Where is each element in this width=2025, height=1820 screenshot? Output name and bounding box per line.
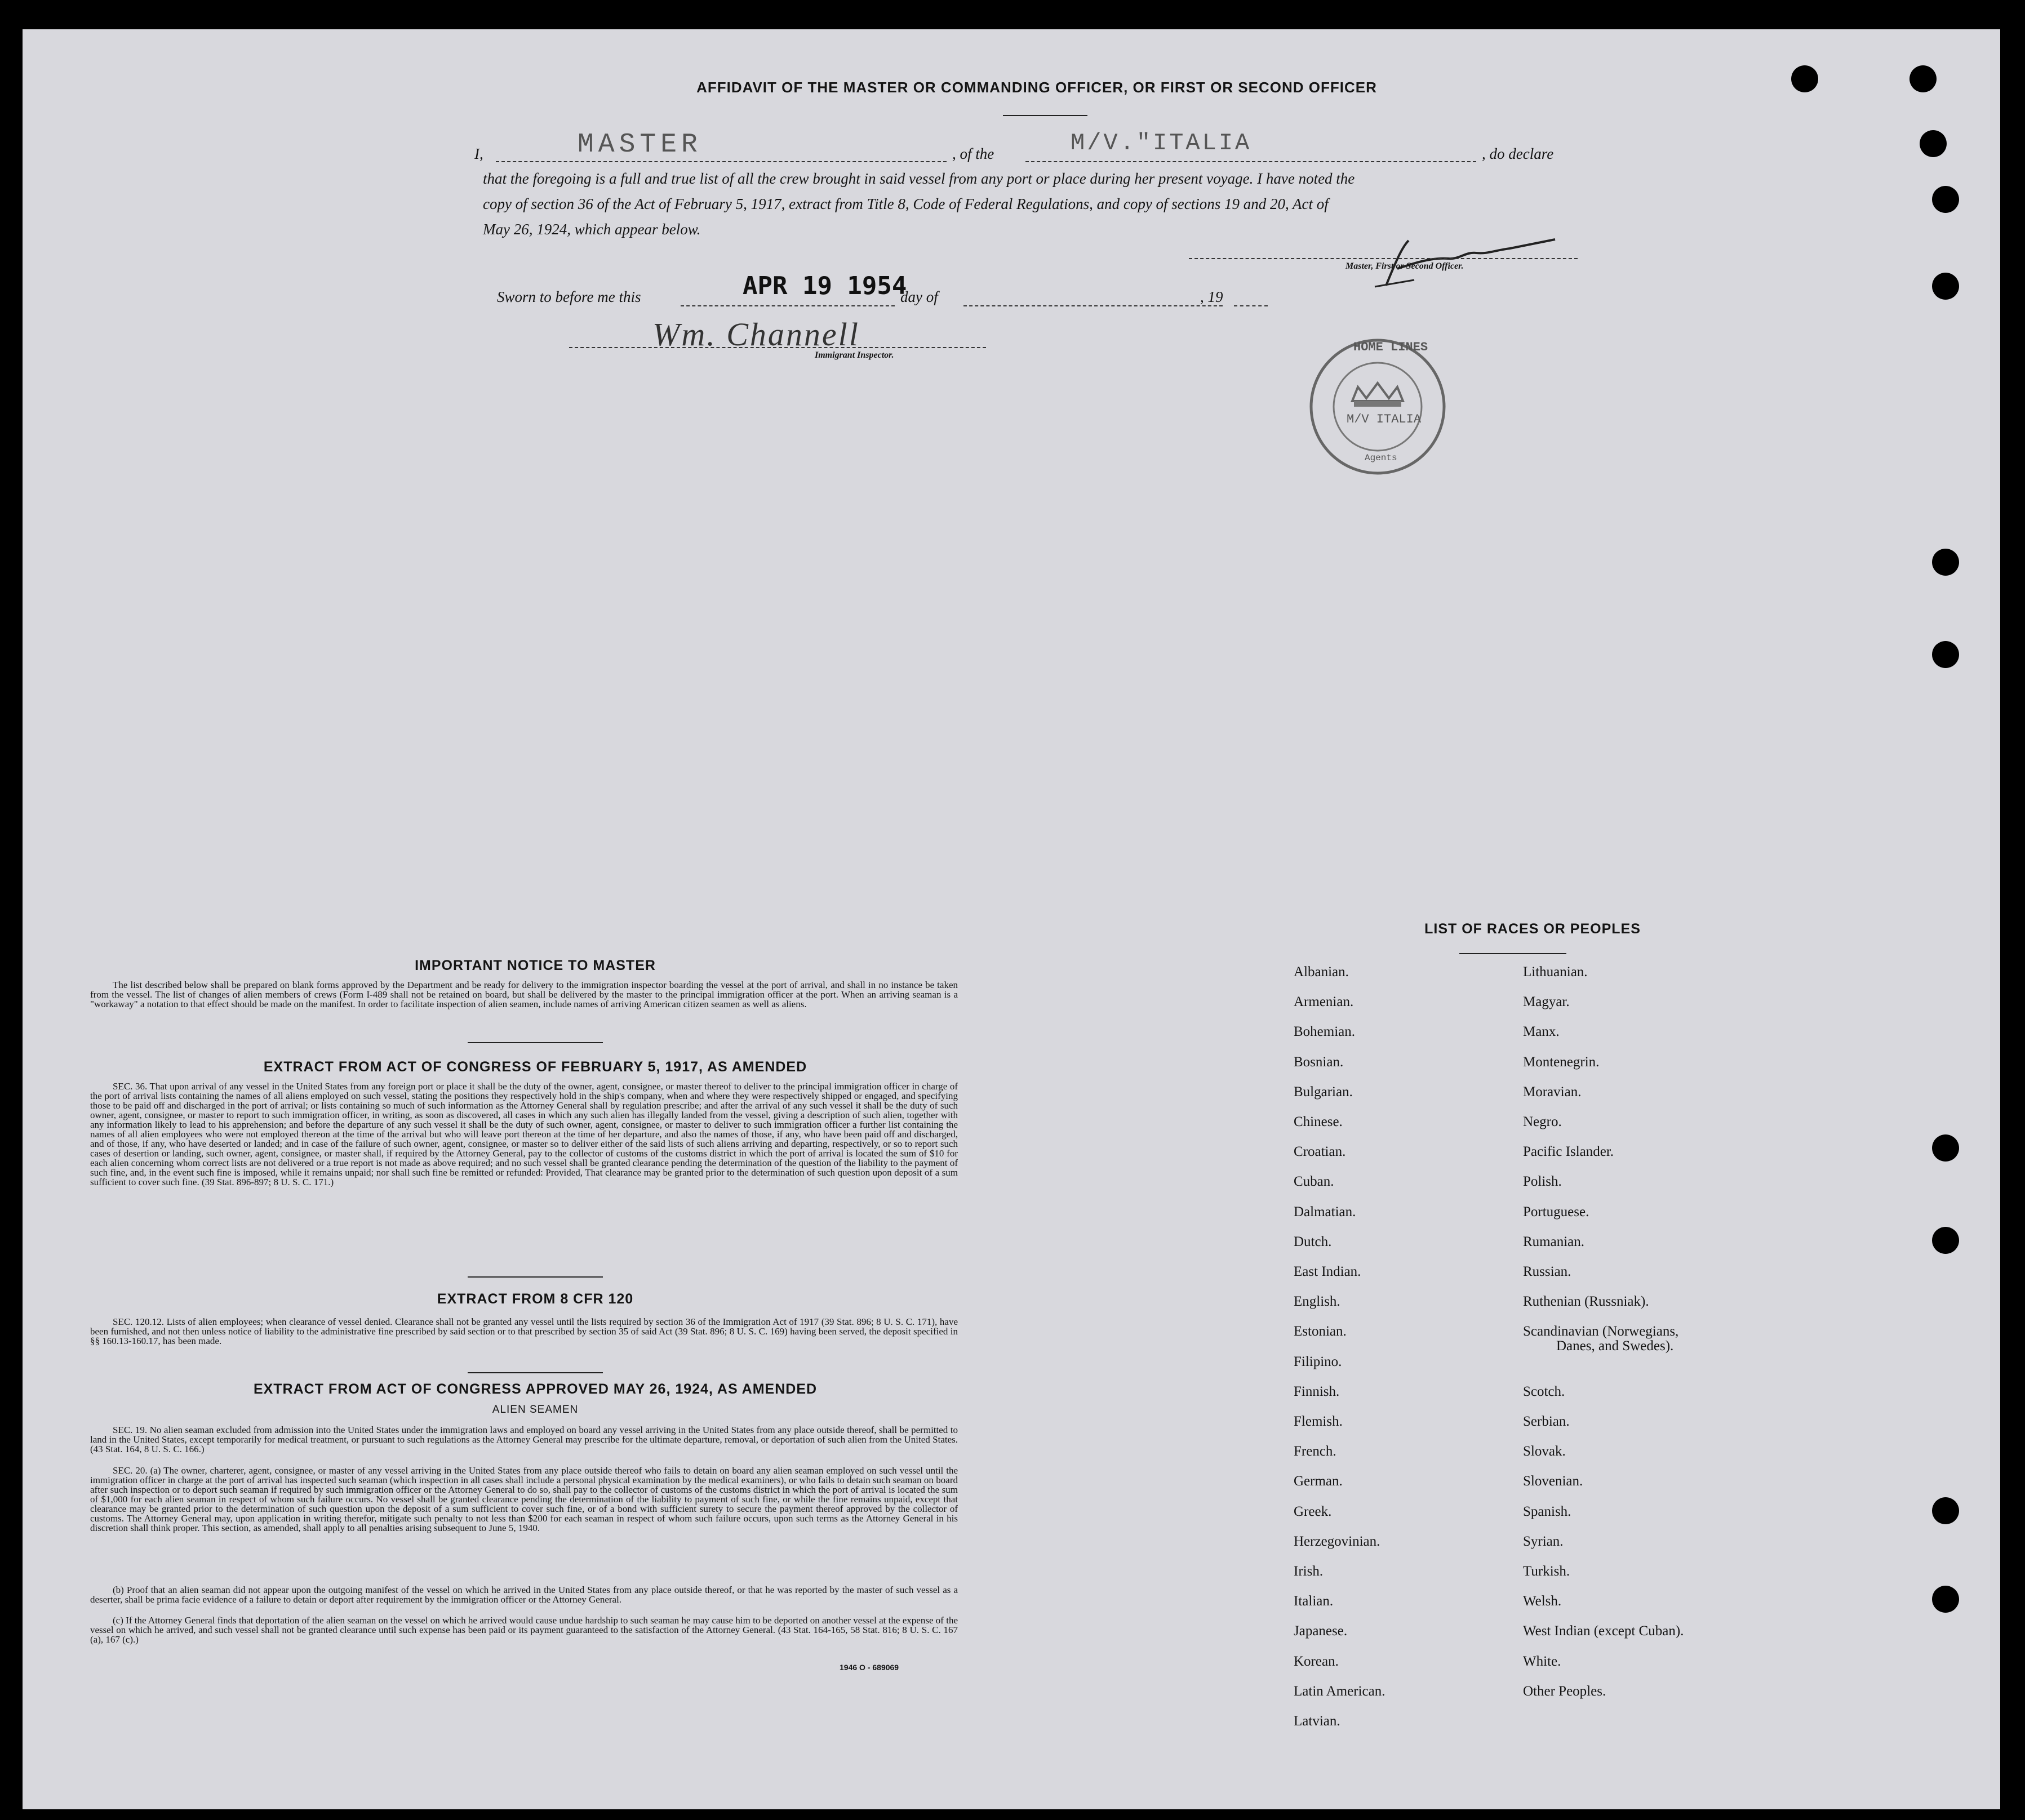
extract-1917-text: SEC. 36. That upon arrival of any vessel in the United States from any foreign port or place it shall be the duty of the owner, agent, consignee, or master thereof to deliver to the principal immigration officer in charge of the port of arrival lists containing the names of all aliens employed on such vessel, stating the positions they respectively hold in the ship's company, when and where they were respectively shipped or engaged, and specifying those to be paid off and discharged in the port of arrival; or lists containing so much of such information as the Attorney General shall by regulation prescribe; and after the arrival of any such vessel it shall be the duty of such owner, agent, consignee, or master to report to such immigration officer, in writing, as soon as discovered, all cases in which any such alien has illegally landed from the vessel, giving a description of such alien, together with any information likely to lead to his apprehension; and before the departure of any such vessel it shall be the duty of such owner, agent, consignee, or master to deliver to such immigration officer a further list containing the names of all alien employees who were not employed thereon at the time of the arrival but who will leave port thereon at the time of her departure, and also the names of those, if any, who have been paid off and discharged, and of those, if any, who have deserted or landed; and in case of the failure of such owner, agent, consignee, or master so to deliver either of the said lists of such aliens arriving and departing, respectively, or so to report such cases of desertion or landing, such owner, agent, consignee, or master shall, if required by the Attorney General, pay to the collector of customs of the customs district in which the port of arrival is located the sum of $10 for each alien concerning whom correct lists are not delivered or a true report is not made as above required; and no such vessel shall be granted clearance pending the determination of the question of the liability to the payment of such fine, and, in the event such fine is imposed, while it remains unpaid; nor shall such fine be remitted or refunded: Provided, That clearance may be granted prior to the determination of such question upon deposit of a sum sufficient to cover such fine. (39 Stat. 896-897; 8 U. S. C. 171.): [90, 1081, 958, 1187]
race-item: Serbian.: [1523, 1414, 1570, 1429]
punch-hole: [1932, 1227, 1959, 1254]
master-signature: [1364, 224, 1566, 297]
race-item: West Indian (except Cuban).: [1523, 1623, 1684, 1639]
race-item: Slovenian.: [1523, 1474, 1583, 1489]
punch-hole: [1932, 641, 1959, 668]
race-item: Danes, and Swedes).: [1556, 1338, 1674, 1354]
sworn-month-field: [963, 304, 1223, 306]
vessel-field: [1025, 160, 1476, 162]
punch-hole: [1932, 273, 1959, 300]
race-item: Bohemian.: [1294, 1024, 1356, 1040]
race-item: Polish.: [1523, 1174, 1562, 1190]
affidavit-body-line3: May 26, 1924, which appear below.: [483, 221, 701, 238]
sworn-day-field: [681, 304, 895, 306]
of-the-label: , of the: [952, 145, 994, 162]
signature-line: [1189, 257, 1578, 259]
section-divider: [468, 1372, 603, 1373]
notice-title: IMPORTANT NOTICE TO MASTER: [415, 958, 656, 973]
race-item: Bulgarian.: [1294, 1084, 1353, 1100]
notice-text: The list described below shall be prepared on blank forms approved by the Department and be ready for delivery to the immigration inspector boarding the vessel at the port of arrival, and shall in no instance be taken from the vessel. The list of changes of alien members of crews (Form I-489 shall not be retained on board, but shall be delivered by the master to the principal immigration officer at the port. When an arriving seaman is a "workaway" a notation to that effect should be made on the manifest. In order to facilitate inspection of alien seamen, include names of arriving American citizen seamen as well as aliens.: [90, 980, 958, 1009]
race-item: Dalmatian.: [1294, 1204, 1356, 1220]
sworn-date-stamp: APR 19 1954: [743, 272, 907, 300]
seal-inner-text: M/V ITALIA: [1347, 412, 1422, 426]
race-item: Japanese.: [1294, 1623, 1348, 1639]
do-declare-label: , do declare: [1482, 145, 1554, 162]
race-item: Lithuanian.: [1523, 964, 1588, 980]
race-item: Korean.: [1294, 1653, 1339, 1669]
race-item: Herzegovinian.: [1294, 1533, 1380, 1549]
signature-caption: Master, First or Second Officer.: [1345, 261, 1464, 271]
inspector-signature: Wm. Channell: [652, 316, 860, 353]
i-label: I,: [474, 145, 483, 162]
race-item: Filipino.: [1294, 1354, 1342, 1369]
punch-hole: [1791, 65, 1818, 92]
race-item: Pacific Islander.: [1523, 1144, 1614, 1160]
punch-hole: [1932, 1134, 1959, 1162]
extract-1924-sec19: SEC. 19. No alien seaman excluded from admission into the United States under the immigration laws and employed on board any vessel arriving in the United States from any place outside thereof, shall be permitted to land in the United States, except temporarily for medical treatment, or pursuant to such regulations as the Attorney General may prescribe for the ultimate departure, removal, or deportation of such alien from the United States. (43 Stat. 164, 8 U. S. C. 166.): [90, 1425, 958, 1454]
section-divider: [468, 1276, 603, 1278]
extract-cfr-text: SEC. 120.12. Lists of alien employees; when clearance of vessel denied. Clearance shall not be granted any vessel until the lists required by section 36 of the Immigration Act of 1917 (39 Stat. 896; 8 U. S. C. 171), have been furnished, and not then unless notice of liability to the administrative fine prescribed by said section or to that prescribed by section 35 of said Act (39 Stat. 896; 8 U. S. C. 169) having been served, the deposit specified in §§ 160.13-160.17, has been made.: [90, 1316, 958, 1346]
extract-1924-subtitle: ALIEN SEAMEN: [492, 1404, 579, 1416]
race-item: Scandinavian (Norwegians,: [1523, 1324, 1679, 1340]
title-rule: [1003, 115, 1087, 116]
race-item: East Indian.: [1294, 1264, 1361, 1279]
extract-1917-title: EXTRACT FROM ACT OF CONGRESS OF FEBRUARY 5, 1917, AS AMENDED: [263, 1059, 807, 1075]
race-item: Irish.: [1294, 1564, 1324, 1579]
race-item: Estonian.: [1294, 1324, 1347, 1340]
race-item: Slovak.: [1523, 1444, 1566, 1459]
race-item: Turkish.: [1523, 1564, 1570, 1579]
race-item: White.: [1523, 1653, 1561, 1669]
vessel-value: M/V."ITALIA: [1071, 130, 1252, 157]
race-item: French.: [1294, 1444, 1336, 1459]
extract-cfr-title: EXTRACT FROM 8 CFR 120: [437, 1291, 634, 1307]
punch-hole: [1932, 1497, 1959, 1524]
section-divider: [468, 1042, 603, 1043]
race-item: Croatian.: [1294, 1144, 1346, 1160]
race-item: Syrian.: [1523, 1533, 1564, 1549]
race-item: Flemish.: [1294, 1414, 1343, 1429]
inspector-line: [569, 346, 986, 348]
race-item: Magyar.: [1523, 994, 1570, 1010]
inspector-caption: Immigrant Inspector.: [815, 350, 894, 360]
races-title-rule: [1459, 953, 1566, 954]
race-item: Albanian.: [1294, 964, 1349, 980]
race-item: Chinese.: [1294, 1114, 1343, 1129]
punch-hole: [1920, 130, 1947, 157]
extract-1924-sec20c: (c) If the Attorney General finds that deportation of the alien seaman on the vessel on which he arrived would cause undue hardship to such seaman he may cause him to be deported on another vessel at the expense of the vessel on which he arrived, and such vessel shall not be granted clearance until such expense has been paid or its payment guaranteed to the satisfaction of the Attorney General. (43 Stat. 164-165, 58 Stat. 816; 8 U. S. C. 167 (a), 167 (c).): [90, 1615, 958, 1645]
punch-hole: [1932, 186, 1959, 213]
extract-1924-title: EXTRACT FROM ACT OF CONGRESS APPROVED MAY 26, 1924, AS AMENDED: [253, 1381, 818, 1397]
punch-hole: [1932, 1586, 1959, 1613]
sworn-label: Sworn to before me this: [497, 288, 641, 305]
affidavit-body-line1: that the foregoing is a full and true list of all the crew brought in said vessel from any port or place during her present voyage. I have noted the: [483, 170, 1355, 187]
race-item: German.: [1294, 1474, 1343, 1489]
punch-hole: [1932, 549, 1959, 576]
race-item: Montenegrin.: [1523, 1054, 1600, 1070]
document-page: [23, 29, 2000, 1809]
race-item: Rumanian.: [1523, 1234, 1585, 1249]
race-item: Other Peoples.: [1523, 1683, 1606, 1699]
race-item: Armenian.: [1294, 994, 1354, 1010]
race-item: Italian.: [1294, 1594, 1334, 1609]
year-field: [1234, 304, 1268, 306]
race-item: Spanish.: [1523, 1503, 1571, 1519]
race-item: Moravian.: [1523, 1084, 1582, 1100]
race-item: Latvian.: [1294, 1714, 1340, 1729]
race-item: Latin American.: [1294, 1683, 1385, 1699]
print-code: 1946 O - 689069: [840, 1663, 899, 1672]
race-item: Dutch.: [1294, 1234, 1332, 1249]
race-item: English.: [1294, 1294, 1340, 1310]
race-item: Ruthenian (Russniak).: [1523, 1294, 1649, 1310]
race-item: Portuguese.: [1523, 1204, 1589, 1220]
races-title: LIST OF RACES OR PEOPLES: [1424, 921, 1641, 937]
race-item: Russian.: [1523, 1264, 1571, 1279]
race-item: Bosnian.: [1294, 1054, 1344, 1070]
affidavit-body-line2: copy of section 36 of the Act of February 5, 1917, extract from Title 8, Code of Federal Regulations, and copy of sections 19 and 20, Act of: [483, 195, 1329, 212]
race-item: Scotch.: [1523, 1383, 1565, 1399]
race-item: Greek.: [1294, 1503, 1332, 1519]
race-item: Finnish.: [1294, 1383, 1340, 1399]
affidavit-title: AFFIDAVIT OF THE MASTER OR COMMANDING OFFICER, OR FIRST OR SECOND OFFICER: [696, 79, 1377, 96]
day-of-label: day of: [900, 288, 938, 305]
name-value: MASTER: [578, 130, 702, 160]
seal-bottom-text: Agents: [1365, 453, 1397, 463]
race-item: Cuban.: [1294, 1174, 1334, 1190]
punch-hole: [1909, 65, 1937, 92]
name-field: [496, 160, 947, 162]
extract-1924-sec20a: SEC. 20. (a) The owner, charterer, agent, consignee, or master of any vessel arriving in the United States from any place outside thereof who fails to detain on board any alien seaman employed on such vessel until the immigration officer in charge at the port of arrival has inspected such seaman (which inspection in all cases shall include a personal physical examination by the medical examiners), or who fails to detain such seaman on board after such inspection or to deport such seaman if required by such immigration officer or the Attorney General to do so, shall pay to the collector of customs of the customs district in which the port of arrival is located the sum of $1,000 for each alien seaman in respect of whom such failure occurs. No vessel shall be granted clearance pending the determination of the liability to payment of such fine, or while the fine remains unpaid, except that clearance may be granted prior to the determination of such question upon the deposit of a sum sufficient to cover such fine, or of a bond with sufficient surety to secure the payment thereof approved by the collector of customs. The Attorney General may, upon application in writing therefor, mitigate such penalty to not less than $200 for each seaman in respect of whom such failure occurs, upon such terms as the Attorney General in his discretion shall think proper. This section, as amended, shall apply to all penalties arising subsequent to June 5, 1940.: [90, 1465, 958, 1533]
race-item: Negro.: [1523, 1114, 1562, 1129]
year-prefix: , 19: [1200, 288, 1223, 305]
race-item: Manx.: [1523, 1024, 1560, 1040]
race-item: Welsh.: [1523, 1594, 1562, 1609]
extract-1924-sec20b: (b) Proof that an alien seaman did not appear upon the outgoing manifest of the vessel on which he arrived in the United States from any place outside thereof, or that he was reported by the master of such vessel as a deserter, shall be prima facie evidence of a failure to detain or deport after requirement by the immigration officer or the Attorney General.: [90, 1585, 958, 1605]
seal-outer-text: HOME LINES: [1353, 340, 1428, 354]
